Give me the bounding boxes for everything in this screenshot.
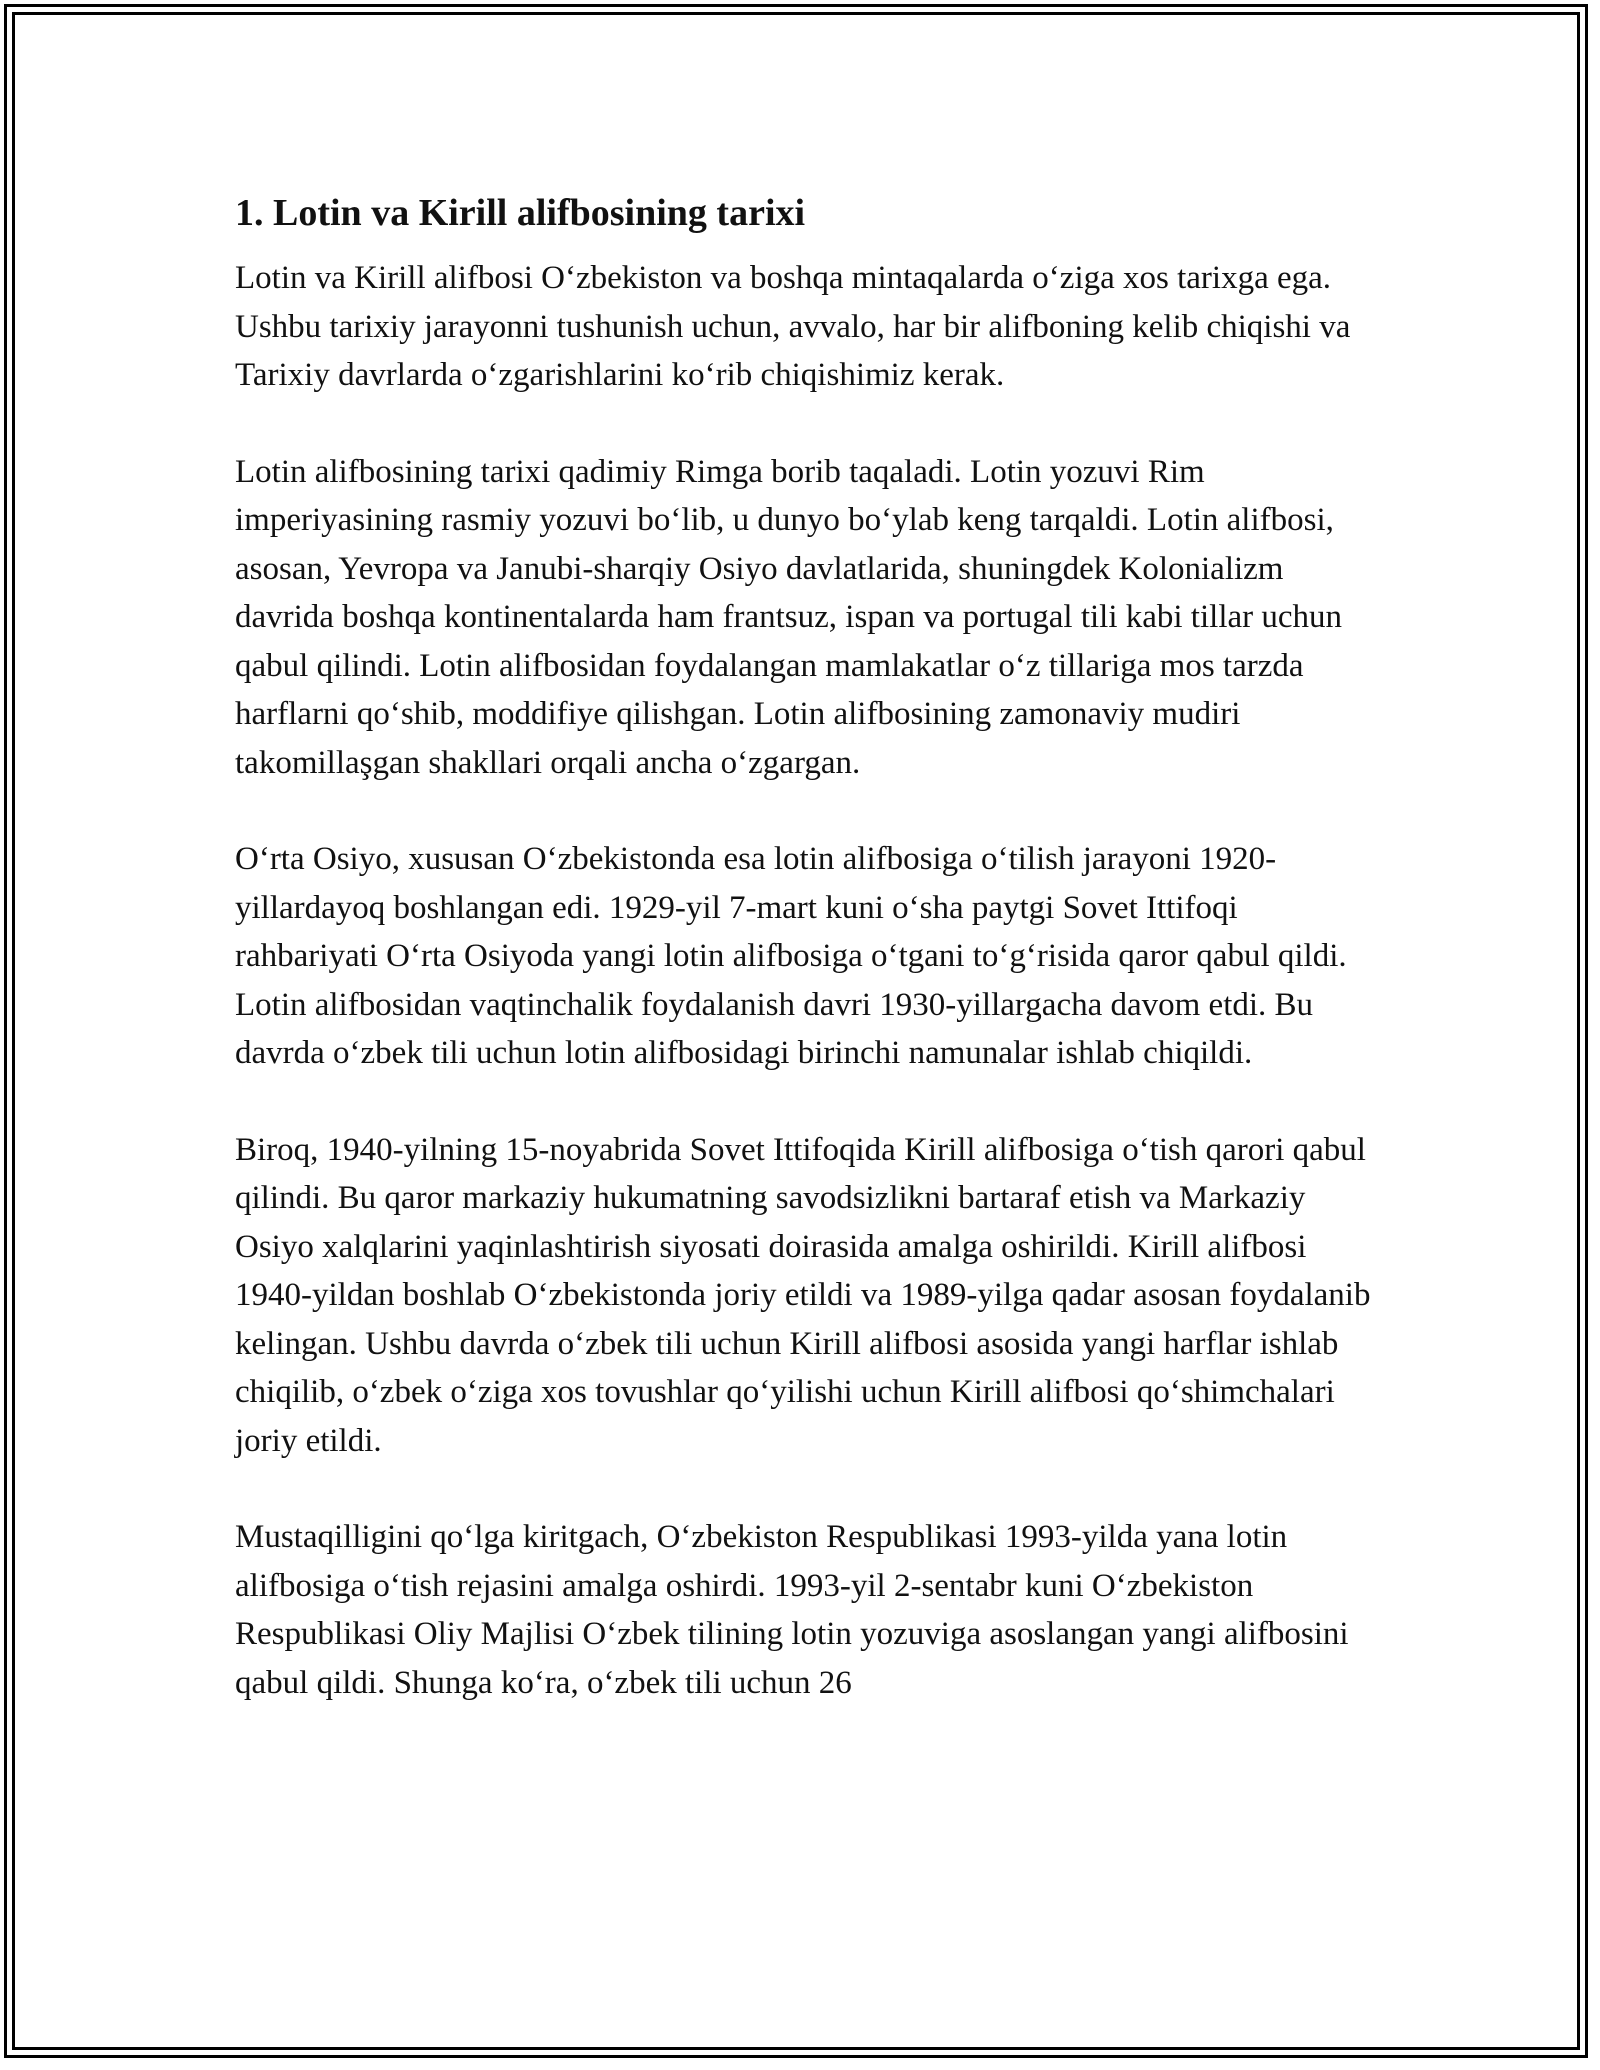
paragraph-cyrillic-transition: Biroq, 1940-yilning 15-noyabrida Sovet Ittifoqida Kirill alifbosiga o‘tish qarori qabul qilindi. Bu qaror markaziy hukumatning savodsizlikni bartaraf etish va Markaziy Osiyo xalqlarini yaqinlashtirish siyosati doirasida amalga oshirildi. Kirill alifbosi 1940-yildan boshlab O‘zbekistonda joriy etildi va 1989-yilga qadar asosan foydalanib kelingan. Ushbu davrda o‘zbek tili uchun Kirill alifbosi asosida yangi harflar ishlab chiqilib, o‘zbek o‘ziga xos tovushlar qo‘yilishi uchun Kirill alifbosi qo‘shimchalari joriy etildi. bbox=[235, 1131, 1371, 1459]
document-body bbox=[235, 188, 1375, 1707]
paragraph-central-asia-latin: O‘rta Osiyo, xususan O‘zbekistonda esa lotin alifbosiga o‘tilish jarayoni 1920-yillardayoq boshlangan edi. 1929-yil 7-mart kuni o‘sha paytgi Sovet Ittifoqi rahbariyati O‘rta Osiyoda yangi lotin alifbosiga o‘tgani to‘g‘risida qaror qabul qildi. Lotin alifbosidan vaqtinchalik foydalanish davri 1930-yillargacha davom etdi. Bu davrda o‘zbek tili uchun lotin alifbosidagi birinchi namunalar ishlab chiqildi. bbox=[235, 841, 1347, 1071]
paragraph-latin-history: Lotin alifbosining tarixi qadimiy Rimga borib taqaladi. Lotin yozuvi Rim imperiyasining rasmiy yozuvi bo‘lib, u dunyo bo‘ylab keng tarqaldi. Lotin alifbosi, asosan, Yevropa va Janubi-sharqiy Osiyo davlatlarida, shuningdek Kolonializm davrida boshqa kontinentalarda ham frantsuz, ispan va portugal tili kabi tillar uchun qabul qilindi. Lotin alifbosidan foydalangan mamlakatlar o‘z tillariga mos tarzda harflarni qo‘shib, moddifiye qilishgan. Lotin alifbosining zamonaviy mudiri takomillaşgan shakllari orqali ancha o‘zgargan. bbox=[235, 453, 1343, 781]
paragraph-independence: Mustaqilligini qo‘lga kiritgach, O‘zbekiston Respublikasi 1993-yilda yana lotin alifbosiga o‘tish rejasini amalga oshirdi. 1993-yil 2-sentabr kuni O‘zbekiston Respublikasi Oliy Majlisi O‘zbek tilining lotin yozuviga asoslangan yangi alifbosini qabul qildi. Shunga ko‘ra, o‘zbek tili uchun 26 bbox=[235, 1519, 1349, 1701]
paragraph-intro: Lotin va Kirill alifbosi O‘zbekiston va boshqa mintaqalarda o‘ziga xos tarixga ega. Ushbu tarixiy jarayonni tushunish uchun, avvalo, har bir alifboning kelib chiqishi va Tarixiy davrlarda o‘zgarishlarini ko‘rib chiqishimiz kerak. bbox=[235, 260, 1351, 393]
section-heading: 1. Lotin va Kirill alifbosining tarixi bbox=[235, 192, 806, 234]
